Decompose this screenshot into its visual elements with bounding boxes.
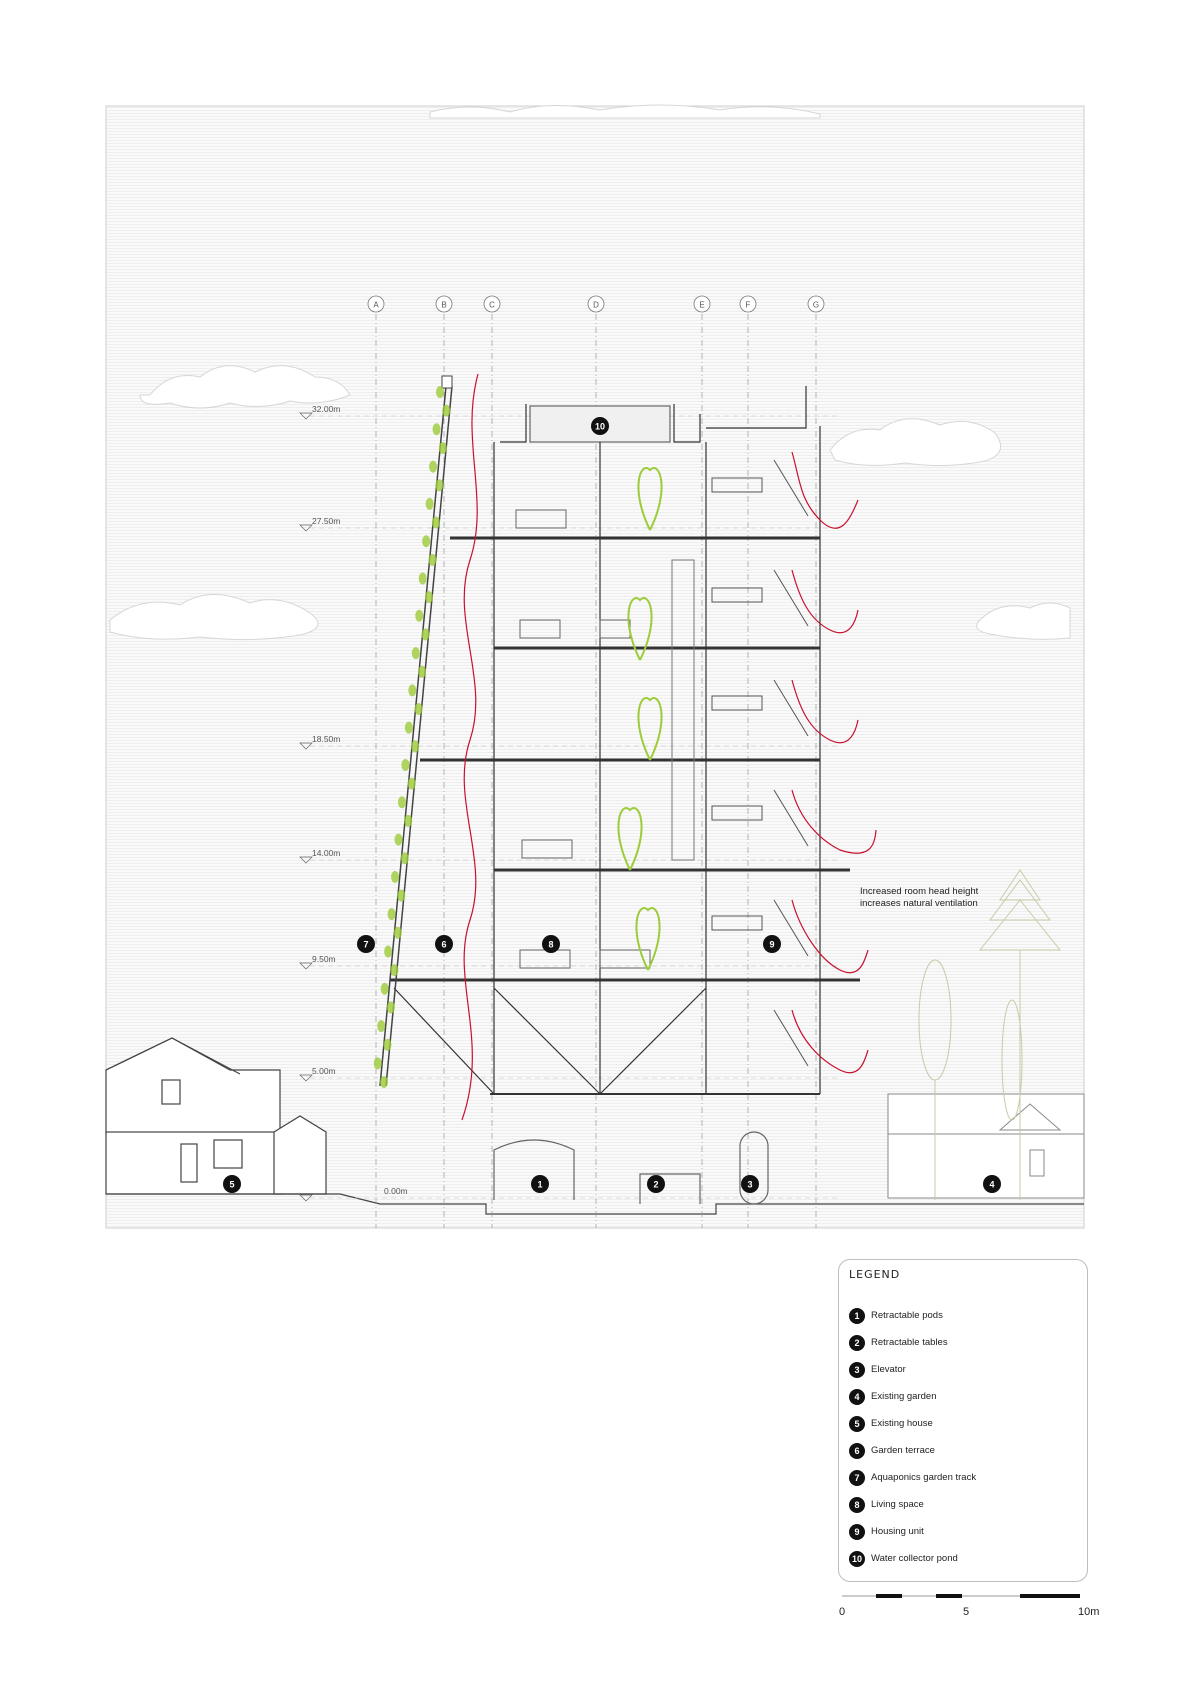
marker-10: [591, 417, 609, 435]
grid-label-G: G: [812, 300, 820, 310]
plant-pod: [415, 610, 423, 622]
legend-number: 3: [849, 1362, 865, 1378]
scale-bar: [842, 1594, 1080, 1598]
legend-number: 6: [849, 1443, 865, 1459]
plant-pod: [435, 479, 443, 491]
legend-label: Aquaponics garden track: [871, 1472, 977, 1483]
level-label: 9.50m: [312, 954, 336, 964]
legend-item: [849, 1491, 976, 1518]
plant-pod: [391, 871, 399, 883]
legend-item: [849, 1518, 976, 1545]
legend-label: Elevator: [871, 1364, 906, 1375]
plant-pod: [394, 927, 402, 939]
legend-label: Housing unit: [871, 1526, 924, 1537]
plant-pod: [377, 1020, 385, 1032]
plant-pod: [425, 591, 433, 603]
marker-5: [223, 1175, 241, 1193]
legend-item: [849, 1383, 976, 1410]
legend-number: 1: [849, 1308, 865, 1324]
legend-item: [849, 1464, 976, 1491]
level-label: 27.50m: [312, 516, 341, 526]
legend-label: Retractable pods: [871, 1310, 943, 1321]
plant-pod: [390, 964, 398, 976]
plant-pod: [380, 1076, 388, 1088]
level-label: 18.50m: [312, 734, 341, 744]
plant-pod: [439, 442, 447, 454]
legend-title: LEGEND: [849, 1268, 901, 1281]
plant-pod: [394, 834, 402, 846]
plant-pod: [388, 908, 396, 920]
plant-pod: [428, 554, 436, 566]
plant-pod: [383, 1039, 391, 1051]
marker-label: 4: [989, 1179, 995, 1190]
plant-pod: [401, 852, 409, 864]
legend-label: Water collector pond: [871, 1553, 958, 1564]
legend-item: [849, 1302, 976, 1329]
legend-number: 4: [849, 1389, 865, 1405]
legend-number: 2: [849, 1335, 865, 1351]
marker-8: [542, 935, 560, 953]
grid-label-E: E: [699, 300, 705, 310]
plant-pod: [412, 647, 420, 659]
plant-pod: [411, 740, 419, 752]
plant-pod: [384, 945, 392, 957]
legend-number: 9: [849, 1524, 865, 1540]
plant-pod: [408, 778, 416, 790]
scale-label-0: 0: [839, 1606, 846, 1618]
marker-label: 5: [229, 1179, 235, 1190]
marker-2: [647, 1175, 665, 1193]
plant-pod: [405, 722, 413, 734]
plant-pod: [387, 1001, 395, 1013]
annotation-line-2: increases natural ventilation: [860, 898, 978, 909]
grid-label-C: C: [489, 300, 495, 310]
marker-label: 1: [537, 1179, 543, 1190]
legend-label: Retractable tables: [871, 1337, 948, 1348]
annotation-line-1: Increased room head height: [860, 886, 979, 897]
plant-pod: [408, 684, 416, 696]
legend-number: 5: [849, 1416, 865, 1432]
legend-list: [849, 1302, 976, 1572]
legend-label: Existing garden: [871, 1391, 937, 1402]
plant-pod: [426, 498, 434, 510]
legend-item: [849, 1356, 976, 1383]
plant-pod: [401, 759, 409, 771]
marker-1: [531, 1175, 549, 1193]
legend-number: 10: [849, 1551, 865, 1567]
plant-pod: [374, 1057, 382, 1069]
plant-pod: [418, 666, 426, 678]
grid-label-A: A: [373, 300, 379, 310]
plant-pod: [422, 628, 430, 640]
legend-number: 8: [849, 1497, 865, 1513]
plant-pod: [415, 703, 423, 715]
legend-label: Existing house: [871, 1418, 933, 1429]
plant-pod: [432, 517, 440, 529]
plant-pod: [429, 461, 437, 473]
legend-panel: [838, 1259, 1088, 1582]
marker-4: [983, 1175, 1001, 1193]
plant-pod: [381, 983, 389, 995]
marker-label: 3: [747, 1179, 753, 1190]
marker-label: 2: [653, 1179, 659, 1190]
marker-label: 9: [769, 939, 775, 950]
marker-label: 8: [548, 939, 554, 950]
legend-number: 7: [849, 1470, 865, 1486]
plant-pod: [398, 796, 406, 808]
marker-6: [435, 935, 453, 953]
drawing-frame: [106, 106, 1084, 1228]
marker-label: 10: [594, 421, 606, 432]
marker-3: [741, 1175, 759, 1193]
legend-label: Garden terrace: [871, 1445, 935, 1456]
scale-label-5: 5: [963, 1606, 970, 1618]
legend-item: [849, 1545, 976, 1572]
plant-pod: [404, 815, 412, 827]
plant-pod: [422, 535, 430, 547]
plant-pod: [419, 572, 427, 584]
grid-label-D: D: [593, 300, 599, 310]
level-label: 14.00m: [312, 848, 341, 858]
grid-label-B: B: [441, 300, 447, 310]
marker-9: [763, 935, 781, 953]
legend-label: Living space: [871, 1499, 924, 1510]
level-label: 0.00m: [384, 1186, 408, 1196]
scale-label-10m: 10m: [1078, 1606, 1100, 1618]
legend-item: [849, 1437, 976, 1464]
legend-item: [849, 1410, 976, 1437]
level-label: 5.00m: [312, 1066, 336, 1076]
plant-pod: [442, 405, 450, 417]
plant-pod: [397, 890, 405, 902]
legend-item: [849, 1329, 976, 1356]
level-label: 32.00m: [312, 404, 341, 414]
marker-label: 6: [441, 939, 447, 950]
marker-7: [357, 935, 375, 953]
marker-label: 7: [363, 939, 369, 950]
grid-label-F: F: [745, 300, 751, 310]
plant-pod: [433, 423, 441, 435]
plant-pod: [436, 386, 444, 398]
